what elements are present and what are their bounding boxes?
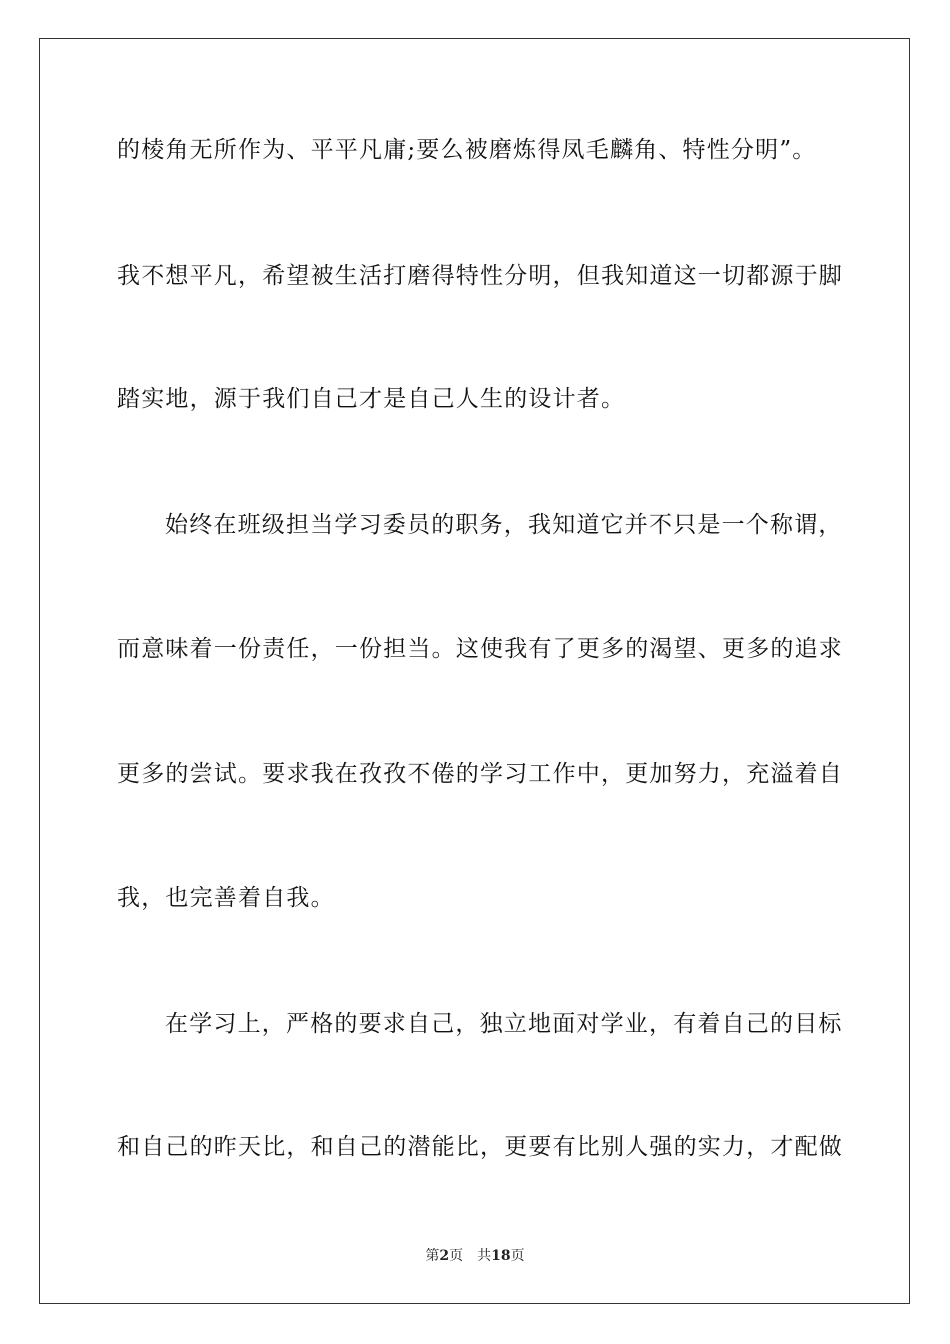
text-line-4: 始终在班级担当学习委员的职务，我知道它并不只是一个称谓， [165,512,843,538]
page-number: 2 [439,1248,450,1264]
page-border [39,38,910,1304]
text-line-8: 在学习上，严格的要求自己，独立地面对学业，有着自己的目标 [165,1011,843,1037]
text-line-2: 我不想平凡，希望被生活打磨得特性分明，但我知道这一切都源于脚 [117,263,843,289]
text-line-9: 和自己的昨天比，和自己的潜能比，更要有比别人强的实力，才配做 [117,1134,843,1160]
page-footer [0,1247,950,1265]
text-line-6: 更多的尝试。要求我在孜孜不倦的学习工作中，更加努力，充溢着自 [117,761,843,787]
page-suffix: 页 [449,1248,464,1264]
total-prefix: 共 [477,1248,492,1264]
text-line-3: 踏实地，源于我们自己才是自己人生的设计者。 [117,386,626,412]
text-line-7: 我，也完善着自我。 [117,885,335,911]
text-line-1: 的棱角无所作为、平平凡庸;要么被磨炼得凤毛麟角、特性分明”。 [117,137,817,163]
total-suffix: 页 [510,1248,525,1264]
page-prefix: 第 [425,1248,440,1264]
text-line-5: 而意味着一份责任，一份担当。这使我有了更多的渴望、更多的追求 [117,636,843,662]
total-pages: 18 [491,1248,511,1264]
